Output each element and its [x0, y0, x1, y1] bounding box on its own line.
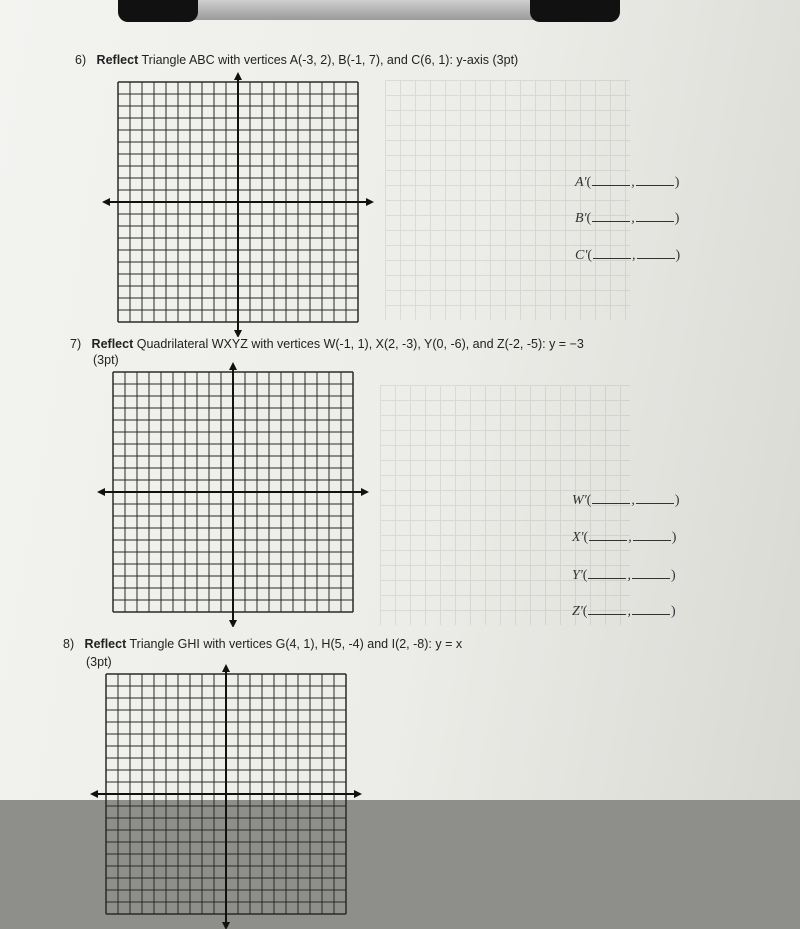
y-axis-up-arrow-icon — [229, 362, 237, 370]
question-7-prompt — [70, 337, 584, 351]
x-blank[interactable] — [589, 530, 627, 541]
y-blank[interactable] — [636, 211, 674, 222]
question-text: Triangle ABC with vertices A(-3, 2), B(-1, 7), and C(6, 1): y-axis (3pt) — [141, 53, 519, 67]
open-paren: ( — [586, 493, 592, 508]
question-number: 7) — [70, 337, 82, 351]
close-paren: ) — [670, 604, 676, 619]
coordinate-grid-6[interactable] — [100, 72, 375, 337]
x-axis-left-arrow-icon — [97, 488, 105, 496]
coordinate-grid-7[interactable] — [95, 362, 370, 627]
comma: , — [627, 604, 631, 619]
y-blank[interactable] — [637, 248, 675, 259]
open-paren: ( — [587, 248, 593, 263]
question-number: 8) — [63, 637, 75, 651]
question-text: Triangle GHI with vertices G(4, 1), H(5, -4) and I(2, -8): y = x — [129, 637, 463, 651]
y-blank[interactable] — [636, 175, 674, 186]
y-axis-down-arrow-icon — [229, 620, 237, 627]
answer-w-prime[interactable] — [572, 493, 680, 509]
question-text: Quadrilateral WXYZ with vertices W(-1, 1), X(2, -3), Y(0, -6), and Z(-2, -5): y = −3 — [136, 337, 584, 351]
close-paren: ) — [670, 568, 676, 583]
x-blank[interactable] — [592, 175, 630, 186]
comma: , — [631, 493, 635, 508]
open-paren: ( — [582, 604, 588, 619]
y-blank[interactable] — [632, 604, 670, 615]
y-blank[interactable] — [632, 568, 670, 579]
answer-label: W' — [572, 493, 587, 508]
x-blank[interactable] — [593, 248, 631, 259]
open-paren: ( — [583, 530, 589, 545]
answer-b-prime[interactable] — [575, 211, 679, 227]
y-blank[interactable] — [636, 493, 674, 504]
x-axis-right-arrow-icon — [354, 790, 362, 798]
answer-label: X' — [572, 530, 584, 545]
close-paren: ) — [674, 175, 680, 190]
comma: , — [628, 530, 632, 545]
answer-label: Y' — [572, 568, 583, 583]
y-axis-down-arrow-icon — [222, 922, 230, 929]
x-axis-right-arrow-icon — [366, 198, 374, 206]
clipboard-clip-bar — [135, 0, 575, 20]
y-axis-up-arrow-icon — [222, 664, 230, 672]
answer-a-prime[interactable] — [575, 175, 679, 191]
answer-label: Z' — [572, 604, 583, 619]
answer-x-prime[interactable] — [572, 530, 676, 546]
answer-label: C' — [575, 248, 588, 263]
x-blank[interactable] — [592, 211, 630, 222]
question-verb: Reflect — [84, 637, 127, 651]
open-paren: ( — [586, 175, 592, 190]
comma: , — [631, 175, 635, 190]
x-axis-left-arrow-icon — [102, 198, 110, 206]
comma: , — [627, 568, 631, 583]
x-axis-right-arrow-icon — [361, 488, 369, 496]
close-paren: ) — [674, 493, 680, 508]
clip-right-cap — [530, 0, 620, 22]
question-8-points: (3pt) — [86, 655, 112, 669]
question-6-prompt — [75, 53, 518, 67]
question-verb: Reflect — [91, 337, 134, 351]
question-verb: Reflect — [96, 53, 139, 67]
x-axis-left-arrow-icon — [90, 790, 98, 798]
close-paren: ) — [671, 530, 677, 545]
clip-left-cap — [118, 0, 198, 22]
answer-z-prime[interactable] — [572, 604, 676, 620]
open-paren: ( — [586, 211, 592, 226]
answer-c-prime[interactable] — [575, 248, 680, 264]
question-number: 6) — [75, 53, 87, 67]
answer-label: A' — [575, 175, 587, 190]
x-blank[interactable] — [588, 604, 626, 615]
x-blank[interactable] — [588, 568, 626, 579]
open-paren: ( — [582, 568, 588, 583]
bleed-through-grid — [385, 80, 630, 320]
close-paren: ) — [675, 248, 681, 263]
answer-label: B' — [575, 211, 587, 226]
x-blank[interactable] — [592, 493, 630, 504]
answer-y-prime[interactable] — [572, 568, 676, 584]
comma: , — [631, 211, 635, 226]
question-7-points: (3pt) — [93, 353, 119, 367]
close-paren: ) — [674, 211, 680, 226]
y-blank[interactable] — [633, 530, 671, 541]
comma: , — [632, 248, 636, 263]
question-8-prompt — [63, 637, 462, 651]
y-axis-down-arrow-icon — [234, 330, 242, 337]
coordinate-grid-8[interactable] — [88, 664, 363, 929]
y-axis-up-arrow-icon — [234, 72, 242, 80]
